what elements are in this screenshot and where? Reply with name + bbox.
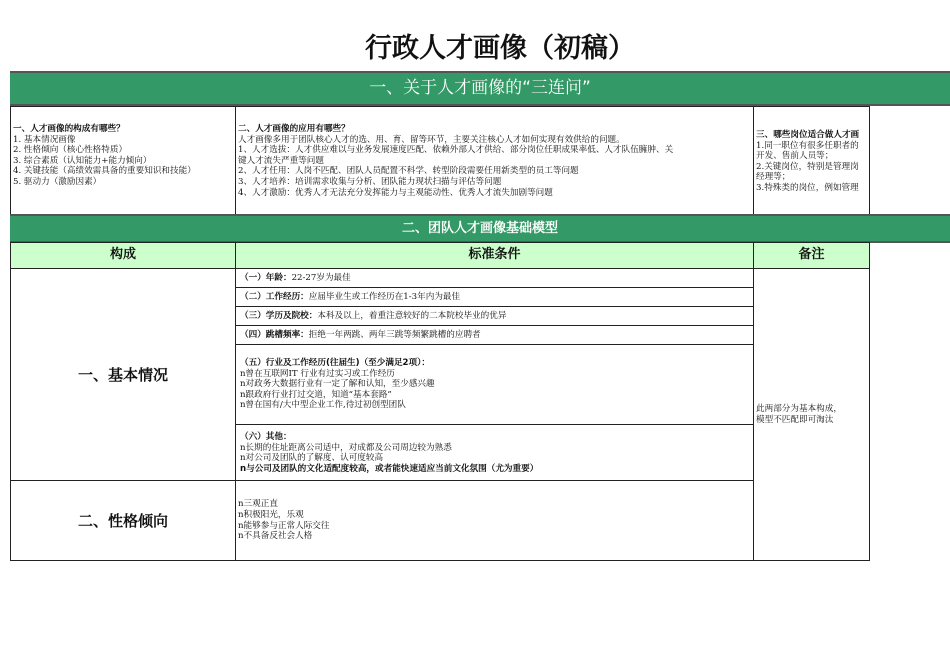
text-line: 3、人才培养：培训需求收集与分析、团队能力现状扫描与评估等问题 xyxy=(238,176,502,187)
criteria-experience xyxy=(235,287,754,307)
text-line: 2.关键岗位，特别是管理岗 xyxy=(756,161,859,172)
text-line: 1.同一职位有很多任职者的 xyxy=(756,140,859,151)
col2-lines xyxy=(238,135,751,199)
criteria-label: （四）跳槽频率： xyxy=(240,329,309,340)
criteria-other xyxy=(235,424,754,481)
text-line: 2、人才任用：人岗不匹配、团队人员配置不科学、转型阶段需要任用新类型的员工等问题 xyxy=(238,166,579,177)
criteria-job-hopping xyxy=(235,325,754,345)
criteria-label: （六）其他： xyxy=(240,432,292,442)
text-line: 人才画像多用于团队核心人才的选、用、育、留等环节，主要关注核心人才如何实现有效供给的问题。 xyxy=(238,134,625,145)
section1-col3 xyxy=(753,106,870,216)
text-line: 4、人才激励：优秀人才无法充分发挥能力与主观能动性、优秀人才流失加剧等问题 xyxy=(238,187,553,198)
text-line: 4. 关键技能（高绩效需具备的重要知识和技能） xyxy=(13,166,196,177)
text-line: n长期的住址距离公司适中，对成都及公司周边较为熟悉 xyxy=(240,442,452,453)
section1-col1 xyxy=(10,106,236,216)
criteria-label: （二）工作经历： xyxy=(240,291,309,302)
criteria-label: （一）年龄： xyxy=(240,272,292,283)
text-line: n积极阳光，乐观 xyxy=(238,509,304,520)
criteria-text: 本科及以上，着重注意较好的二本院校毕业的优异 xyxy=(317,310,507,321)
text-line: n曾在国有/大中型企业工作,待过初创型团队 xyxy=(240,400,406,411)
header-notes: 备注 xyxy=(753,242,870,269)
criteria-label: （五）行业及工作经历(往届生)（至少满足2项）： xyxy=(240,358,431,368)
text-line: n对公司及团队的了解度、认可度较高 xyxy=(240,453,384,464)
col1-lines xyxy=(13,135,233,188)
criteria-education xyxy=(235,306,754,326)
text-line: n曾在互联网IT 行业有过实习或工作经历 xyxy=(240,368,395,379)
criteria-bold-line: n与公司及团队的文化适配度较高，或者能快速适应当前文化氛围（尤为重要） xyxy=(240,463,539,474)
text-line: 3. 综合素质（认知能力+能力倾向） xyxy=(13,155,152,166)
criteria-text: 应届毕业生或工作经历在1-3年内为最佳 xyxy=(308,291,461,302)
text-line: n对政务大数据行业有一定了解和认知，至少感兴趣 xyxy=(240,379,435,390)
group-basic-info: 一、基本情况 xyxy=(10,268,236,481)
text-line: 此两部分为基本构成， xyxy=(756,403,842,414)
criteria-text: 22-27岁为最佳 xyxy=(291,272,351,283)
criteria-lines xyxy=(240,369,749,411)
section1-col2 xyxy=(235,106,754,216)
text-line: n不具备反社会人格 xyxy=(238,531,313,542)
criteria-personality xyxy=(235,480,754,561)
criteria-age xyxy=(235,268,754,288)
text-line: 模型不匹配即可淘汰 xyxy=(756,414,834,425)
text-line: n跟政府行业打过交道，知道“基本套路” xyxy=(240,389,392,400)
criteria-text: 拒绝一年两跳、两年三跳等频繁跳槽的应聘者 xyxy=(308,329,481,340)
header-criteria: 标准条件 xyxy=(235,242,754,269)
text-line: 5. 驱动力（激励因素） xyxy=(13,176,102,187)
header-composition: 构成 xyxy=(10,242,236,269)
criteria-label: （三）学历及院校： xyxy=(240,310,318,321)
text-line: n能够参与正常人际交往 xyxy=(238,520,330,531)
text-line: 1. 基本情况画像 xyxy=(13,134,76,145)
col3-lines xyxy=(756,141,867,194)
criteria-lines xyxy=(240,443,749,464)
text-line: n三观正直 xyxy=(238,499,278,510)
text-line: 2. 性格倾向（核心性格特质） xyxy=(13,145,128,156)
text-line: 开发、售前人员等； xyxy=(756,151,834,162)
col3-title: 三、哪些岗位适合做人才画 xyxy=(756,130,860,140)
col2-title: 二、人才画像的应用有哪些？ xyxy=(238,124,350,134)
section1-heading: 一、关于人才画像的“三连问” xyxy=(10,71,950,106)
text-line: 键人才流失严重等问题 xyxy=(238,155,324,166)
page-title: 行政人才画像（初稿） xyxy=(365,33,635,64)
section2-heading: 二、团队人才画像基础模型 xyxy=(10,214,950,243)
criteria-industry xyxy=(235,344,754,425)
col1-title: 一、人才画像的构成有哪些？ xyxy=(13,124,125,134)
text-line: 经理等； xyxy=(756,172,791,183)
text-line: 3.特殊类的岗位，例如管理 xyxy=(756,182,859,193)
group-personality: 二、性格倾向 xyxy=(10,480,236,561)
notes-cell xyxy=(753,268,870,561)
text-line: 1、人才选拔：人才供应难以与业务发展速度匹配、依赖外部人才供给、部分岗位任职成果率低、人才队伍臃肿、关 xyxy=(238,145,674,156)
